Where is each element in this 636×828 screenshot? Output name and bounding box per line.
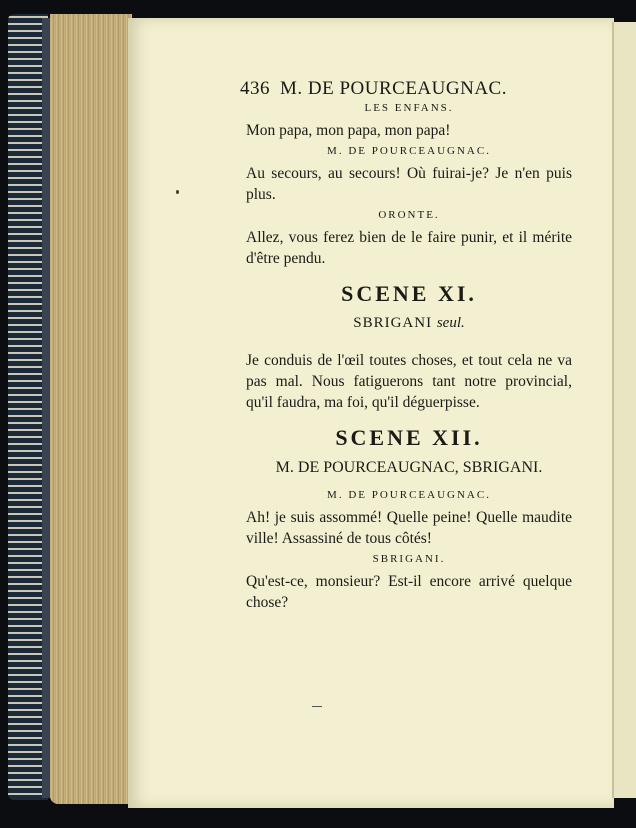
- facing-page-edge: [612, 22, 636, 798]
- scene-heading: SCENE XI.: [341, 281, 477, 306]
- speaker-label: SBRIGANI.: [372, 553, 446, 565]
- dialogue-line: Mon papa, mon papa, mon papa!: [246, 122, 451, 139]
- dialogue-line: Ah! je suis assommé! Quelle peine! Quelle maudite ville! Assassiné de tous côtés!: [246, 509, 572, 547]
- cast-name: SBRIGANI: [353, 315, 433, 331]
- scene-cast: [246, 315, 572, 332]
- dialogue-line: Qu'est-ce, monsieur? Est-il encore arrivé quelque chose?: [246, 573, 572, 611]
- dialogue-line: Au secours, au secours! Où fuirai-je? Je n'en puis plus.: [246, 165, 572, 203]
- running-head-title: M. DE POURCEAUGNAC.: [280, 78, 507, 99]
- scene-heading: SCENE XII.: [335, 425, 483, 450]
- speaker-label: M. DE POURCEAUGNAC.: [327, 489, 491, 501]
- speaker-label: ORONTE.: [378, 209, 440, 221]
- scene-cast: M. DE POURCEAUGNAC, SBRIGANI.: [275, 459, 543, 476]
- signature-mark: [312, 706, 322, 707]
- dialogue-line: Allez, vous ferez bien de le faire punir, et il mérite d'être pendu.: [246, 229, 572, 267]
- page-number: 436: [240, 78, 270, 99]
- speaker-label: LES ENFANS.: [364, 102, 454, 114]
- running-head: [240, 78, 572, 100]
- ink-speck: [176, 190, 179, 194]
- dialogue-line: Je conduis de l'œil toutes choses, et tout cela ne va pas mal. Nous fatiguerons tant notre provincial, qu'il faudra, ma foi, qu'il déguerpisse.: [246, 352, 572, 411]
- page-edges: [50, 14, 132, 804]
- speaker-label: M. DE POURCEAUGNAC.: [327, 145, 491, 157]
- page-text: [240, 78, 572, 617]
- stage-direction: seul.: [436, 315, 465, 331]
